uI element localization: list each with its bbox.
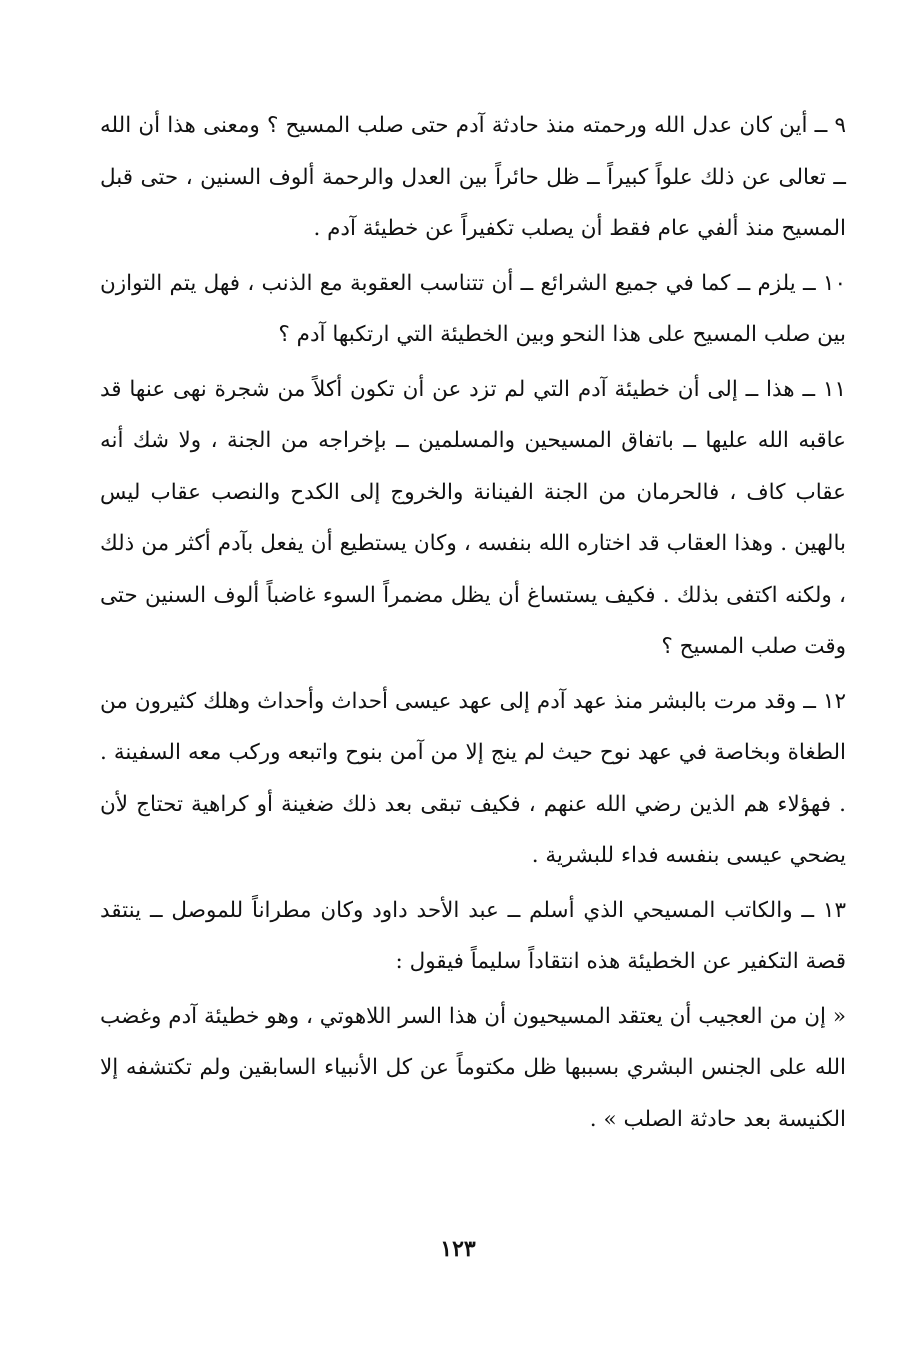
paragraph-13: ١٣ ــ والكاتب المسيحي الذي أسلم ــ عبد الأحد داود وكان مطراناً للموصل ــ ينتقد قصة التكفير عن الخطيئة هذه انتقاداً سليماً فيقول : xyxy=(100,897,846,974)
page-body xyxy=(100,100,846,1145)
paragraph-10: ١٠ ــ يلزم ــ كما في جميع الشرائع ــ أن تتناسب العقوبة مع الذنب ، فهل يتم التوازن بين صلب المسيح على هذا النحو وبين الخطيئة التي ارتكبها آدم ؟ xyxy=(100,270,846,347)
paragraph-12: ١٢ ــ وقد مرت بالبشر منذ عهد آدم إلى عهد عيسى أحداث وأحداث وهلك كثيرون من الطغاة وبخاصة في عهد نوح حيث لم ينج إلا من آمن بنوح واتبعه وركب معه السفينة . . فهؤلاء هم الذين رضي الله عنهم ، فكيف تبقى بعد ذلك ضغينة أو كراهية تحتاج لأن يضحي عيسى بنفسه فداء للبشرية . xyxy=(100,688,846,868)
page-number: ١٢٣ xyxy=(440,1236,476,1262)
paragraph-9: ٩ ــ أين كان عدل الله ورحمته منذ حادثة آدم حتى صلب المسيح ؟ ومعنى هذا أن الله ــ تعالى عن ذلك علواً كبيراً ــ ظل حائراً بين العدل والرحمة ألوف السنين ، حتى قبل المسيح منذ ألفي عام فقط أن يصلب تكفيراً عن خطيئة آدم . xyxy=(100,113,846,241)
quotation-paragraph: « إن من العجيب أن يعتقد المسيحيون أن هذا السر اللاهوتي ، وهو خطيئة آدم وغضب الله على الجنس البشري بسببها ظل مكتوماً عن كل الأنبياء السابقين ولم تكتشفه إلا الكنيسة بعد حادثة الصلب » . xyxy=(100,1003,846,1132)
paragraph-11: ١١ ــ هذا ــ إلى أن خطيئة آدم التي لم تزد عن أن تكون أكلاً من شجرة نهى عنها قد عاقبه الله عليها ــ باتفاق المسيحين والمسلمين ــ بإخراجه من الجنة ، ولا شك أنه عقاب كاف ، فالحرمان من الجنة الفينانة والخروج إلى الكدح والنصب عقاب ليس بالهين . وهذا العقاب قد اختاره الله بنفسه ، وكان يستطيع أن يفعل بآدم أكثر من ذلك ، ولكنه اكتفى بذلك . فكيف يستساغ أن يظل مضمراً السوء غاضباً ألوف السنين حتى وقت صلب المسيح ؟ xyxy=(100,376,846,659)
